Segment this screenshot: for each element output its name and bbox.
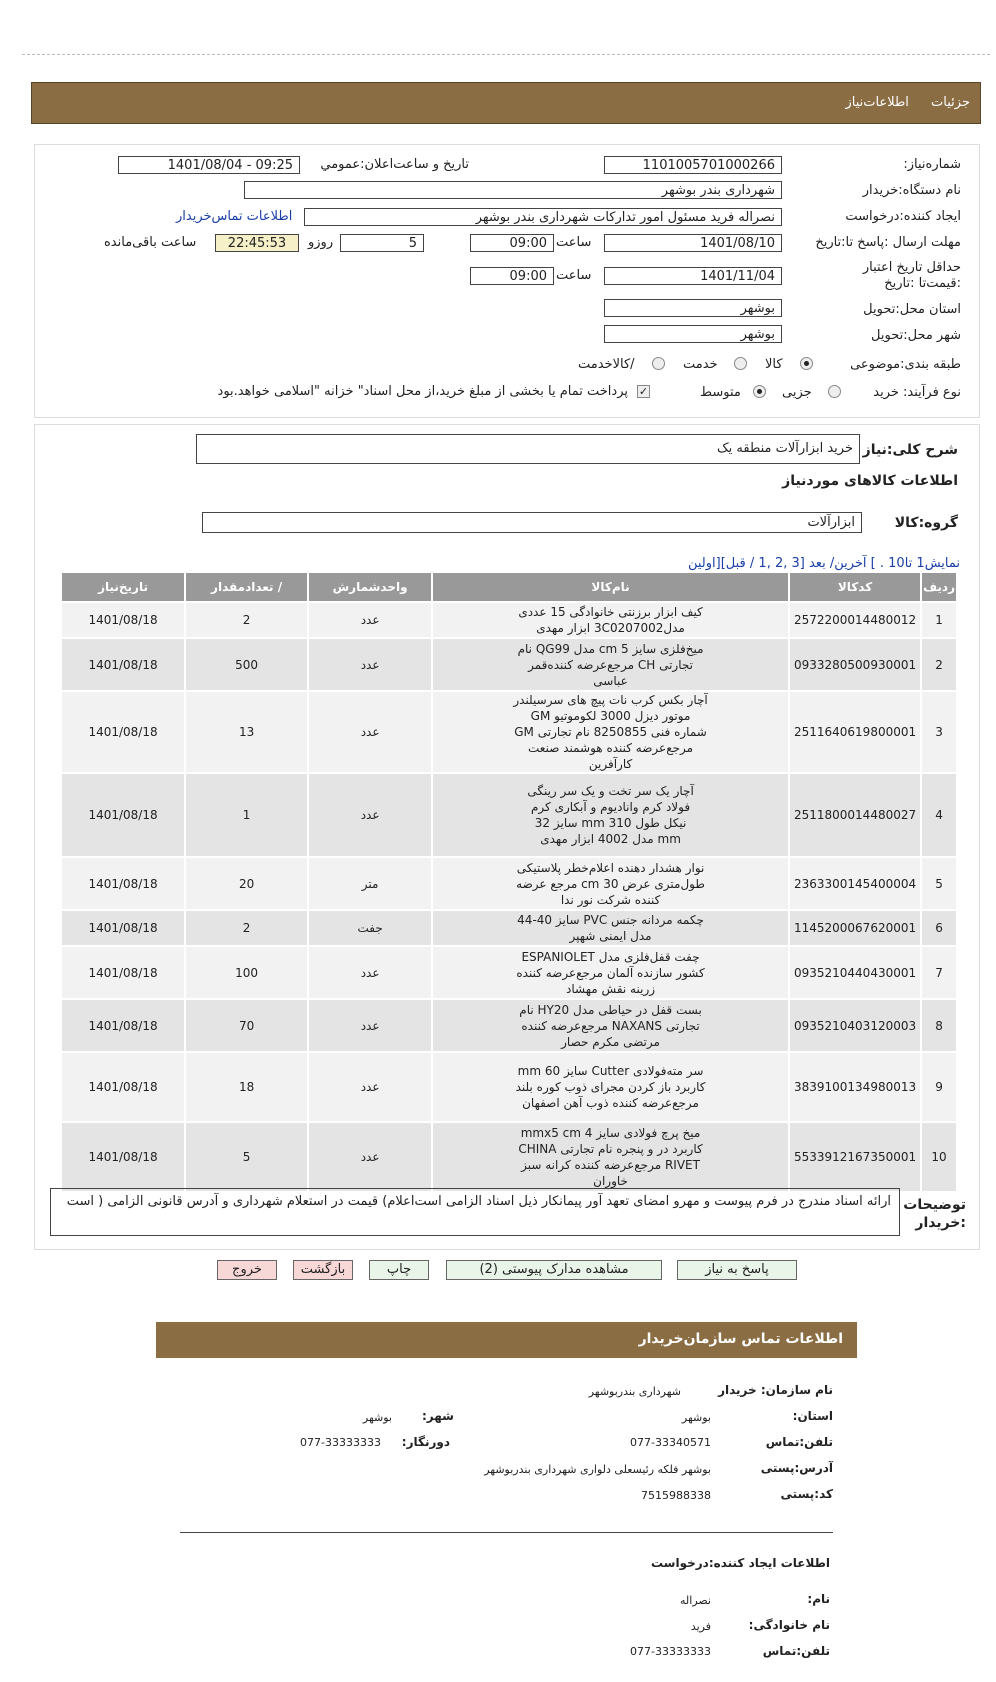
- creator-phone-value: 077-33333333: [630, 1645, 711, 1658]
- payment-checkbox[interactable]: ✓: [638, 385, 649, 398]
- reply-date-field: 1401/08/10: [604, 234, 782, 252]
- cell-date: 1401/08/18: [61, 857, 185, 910]
- top-divider: [22, 54, 990, 55]
- days-field: 5: [340, 234, 424, 252]
- table-row[interactable]: [61, 691, 957, 773]
- print-button[interactable]: چاپ: [369, 1260, 429, 1280]
- process-radio-minor[interactable]: [828, 385, 841, 398]
- col-date: تاریخ‌نیاز: [61, 572, 185, 602]
- cell-unit: عدد: [308, 773, 432, 857]
- cell-row: 5: [921, 857, 957, 910]
- cell-code: 0933280500930001: [789, 638, 921, 691]
- category-radio-goods-service[interactable]: [652, 357, 665, 370]
- contact-city-value: بوشهر: [362, 1411, 392, 1424]
- exit-button[interactable]: خروج: [217, 1260, 277, 1280]
- cell-row: 1: [921, 602, 957, 638]
- cell-code: 1145200067620001: [789, 910, 921, 946]
- reply-deadline-label: مهلت ارسال :پاسخ تا:تاریخ: [815, 235, 961, 250]
- cell-code: 3839100134980013: [789, 1052, 921, 1122]
- cell-date: 1401/08/18: [61, 999, 185, 1052]
- need-no-field: 1101005701000266: [604, 156, 782, 174]
- validity-time-label: ساعت: [556, 268, 592, 283]
- table-row[interactable]: [61, 602, 957, 638]
- address-label: آدرس:پستی: [760, 1461, 833, 1475]
- contact-province-value: بوشهر: [681, 1411, 711, 1424]
- org-value: شهرداری بندربوشهر: [588, 1385, 681, 1398]
- cell-unit: متر: [308, 857, 432, 910]
- remaining-label: ساعت باقی‌مانده: [104, 235, 197, 250]
- col-row: ردیف: [921, 572, 957, 602]
- cell-qty: 18: [185, 1052, 308, 1122]
- cell-code: 2511800014480027: [789, 773, 921, 857]
- cell-qty: 1: [185, 773, 308, 857]
- cell-code: 2363300145400004: [789, 857, 921, 910]
- table-row[interactable]: [61, 1052, 957, 1122]
- cell-date: 1401/08/18: [61, 1052, 185, 1122]
- cell-code: 2511640619800001: [789, 691, 921, 773]
- tab-details[interactable]: جزئیات: [931, 95, 970, 110]
- cell-name: آچار یک سر تخت و یک سر رینگی فولاد کرم وانادیوم و آبکاری کرم نیکل طول 310 mm سایز 32 mm مدل 4002 ابزار مهدی: [432, 773, 789, 857]
- table-row[interactable]: [61, 857, 957, 910]
- cell-date: 1401/08/18: [61, 946, 185, 999]
- cell-unit: جفت: [308, 910, 432, 946]
- category-radio-service[interactable]: [734, 357, 747, 370]
- payment-note: پرداخت تمام یا بخشی از مبلغ خرید،از محل اسناد" خزانه "اسلامی خواهد.بود: [217, 384, 628, 399]
- process-option-minor: جزیی: [782, 385, 812, 400]
- category-option-goods: کالا: [765, 357, 783, 372]
- cell-code: 0935210403120003: [789, 999, 921, 1052]
- cell-unit: عدد: [308, 1122, 432, 1192]
- announce-field: 1401/08/04 - 09:25: [118, 156, 300, 174]
- cell-date: 1401/08/18: [61, 910, 185, 946]
- cell-unit: عدد: [308, 946, 432, 999]
- page-header: [31, 82, 981, 124]
- items-table: [60, 571, 958, 1193]
- need-no-label: شماره‌نیاز:: [903, 157, 961, 172]
- buyer-contact-link[interactable]: اطلاعات تماس‌خریدار: [176, 209, 293, 224]
- category-option-service: خدمت: [683, 357, 718, 372]
- creator-field: نصراله فرید مسئول امور تدارکات شهرداری بندر بوشهر: [304, 208, 782, 226]
- cell-qty: 100: [185, 946, 308, 999]
- cell-code: 5533912167350001: [789, 1122, 921, 1192]
- creator-phone-label: تلفن:تماس: [762, 1644, 830, 1658]
- cell-row: 6: [921, 910, 957, 946]
- validity-label: [841, 260, 961, 292]
- creator-family-value: فرید: [690, 1620, 711, 1633]
- province-field: بوشهر: [604, 299, 782, 317]
- cell-name: بست قفل در حیاطی مدل HY20 نام تجارتی NAXANS مرجع‌عرضه کننده مرتضی مکرم حصار: [432, 999, 789, 1052]
- city-label: شهر محل:تحویل: [871, 328, 961, 343]
- goods-info-title: اطلاعات کالاهای موردنیاز: [782, 473, 958, 489]
- fax-value: 077-33333333: [300, 1436, 381, 1449]
- col-unit: واحدشمارش: [308, 572, 432, 602]
- tab-need-info[interactable]: اطلاعات‌نیاز: [845, 95, 909, 110]
- col-name: نام‌کالا: [432, 572, 789, 602]
- contact-phone-label: تلفن:تماس: [765, 1435, 833, 1449]
- city-field: بوشهر: [604, 325, 782, 343]
- creator-label: ایجاد کننده:درخواست: [845, 209, 961, 224]
- validity-label-text: حداقل تاریخ اعتبار :قیمت‌تا :تاریخ: [862, 260, 961, 291]
- cell-date: 1401/08/18: [61, 1122, 185, 1192]
- cell-name: چفت قفل‌فلزی مدل ESPANIOLET کشور سازنده آلمان مرجع‌عرضه کننده زرینه نقش مهشاد: [432, 946, 789, 999]
- goods-group-label: گروه:کالا: [894, 515, 958, 531]
- cell-unit: عدد: [308, 691, 432, 773]
- cell-row: 7: [921, 946, 957, 999]
- reply-time-label: ساعت: [556, 235, 592, 250]
- cell-unit: عدد: [308, 999, 432, 1052]
- contact-city-label: شهر:: [422, 1409, 454, 1423]
- cell-name: نوار هشدار دهنده اعلام‌خطر پلاستیکی طول‌متری عرض 30 cm مرجع عرضه کننده شرکت نور ندا: [432, 857, 789, 910]
- cell-name: آچار بکس کرب نات پیچ های سرسیلندر موتور دیزل 3000 لکوموتیو GM شماره فنی 8250855 نام تجارتی GM مرجع‌عرضه کننده هوشمند صنعت کارآفرین: [432, 691, 789, 773]
- cell-date: 1401/08/18: [61, 638, 185, 691]
- table-row[interactable]: [61, 773, 957, 857]
- cell-row: 2: [921, 638, 957, 691]
- attachments-button[interactable]: مشاهده مدارک پیوستی (2): [446, 1260, 662, 1280]
- cell-date: 1401/08/18: [61, 773, 185, 857]
- process-option-medium: متوسط: [700, 385, 741, 400]
- cell-qty: 20: [185, 857, 308, 910]
- cell-row: 10: [921, 1122, 957, 1192]
- cell-row: 9: [921, 1052, 957, 1122]
- category-radio-goods[interactable]: [800, 357, 813, 370]
- need-title-label: شرح کلی:نیاز: [862, 442, 958, 458]
- category-option-goods-service: /کالاخدمت: [578, 357, 635, 372]
- contact-header: [156, 1322, 857, 1358]
- validity-time-field: 09:00: [470, 267, 554, 285]
- cell-date: 1401/08/18: [61, 602, 185, 638]
- cell-date: 1401/08/18: [61, 691, 185, 773]
- process-label: نوع فرآیند: خرید: [873, 385, 961, 400]
- back-button[interactable]: بازگشت: [293, 1260, 353, 1280]
- fax-label: دورنگار:: [401, 1435, 450, 1449]
- cell-name: میخ پرچ فولادی سایز 4 mmx5 cm کاربرد در و پنجره نام تجارتی CHINA RIVET مرجع‌عرضه کننده کرانه سبز خاوران: [432, 1122, 789, 1192]
- cell-name: کیف ابزار برزنتی خانوادگی 15 عددی مدل3C0207002 ابزار مهدی: [432, 602, 789, 638]
- need-title-field: خرید ابزارآلات منطقه یک: [196, 434, 860, 464]
- org-label: نام سازمان: خریدار: [718, 1383, 833, 1397]
- cell-qty: 5: [185, 1122, 308, 1192]
- postal-value: 7515988338: [641, 1489, 711, 1502]
- cell-code: 0935210440430001: [789, 946, 921, 999]
- process-radio-medium[interactable]: [753, 385, 766, 398]
- goods-group-field: ابزارآلات: [202, 512, 862, 533]
- announce-label: تاریخ و ساعت‌اعلان:عمومي: [320, 157, 469, 172]
- creator-name-label: نام:: [807, 1592, 830, 1606]
- col-code: کدکالا: [789, 572, 921, 602]
- address-value: بوشهر فلکه رئیسعلی دلواری شهرداری بندربوشهر: [484, 1463, 711, 1476]
- cell-qty: 2: [185, 910, 308, 946]
- validity-date-field: 1401/11/04: [604, 267, 782, 285]
- contact-title: اطلاعات تماس سازمان‌خریدار: [638, 1331, 843, 1347]
- contact-divider: [180, 1532, 833, 1533]
- contact-province-label: استان:: [792, 1409, 833, 1423]
- table-row[interactable]: [61, 946, 957, 999]
- table-row[interactable]: [61, 999, 957, 1052]
- creator-info-title: اطلاعات ایجاد کننده:درخواست: [650, 1556, 830, 1570]
- postal-label: کد:پستی: [780, 1487, 833, 1501]
- pagination[interactable]: نمایش1 تا10 . ] آخرین/ بعد [3 ,2 ,1 / قبل][اولین: [687, 556, 960, 571]
- reply-button[interactable]: پاسخ به نیاز: [677, 1260, 797, 1280]
- cell-qty: 2: [185, 602, 308, 638]
- cell-row: 8: [921, 999, 957, 1052]
- category-label: طبقه بندی:موضوعی: [850, 357, 961, 372]
- creator-family-label: نام خانوادگی:: [748, 1618, 830, 1632]
- cell-qty: 70: [185, 999, 308, 1052]
- buyer-org-field: شهرداری بندر بوشهر: [244, 181, 782, 199]
- cell-name: سر مته‌فولادی Cutter سایز 60 mm کاربرد باز کردن مجرای ذوب کوره بلند مرجع‌عرضه کننده ذوب آهن اصفهان: [432, 1052, 789, 1122]
- contact-phone-value: 077-33340571: [630, 1436, 711, 1449]
- cell-qty: 13: [185, 691, 308, 773]
- table-row[interactable]: [61, 638, 957, 691]
- cell-qty: 500: [185, 638, 308, 691]
- buyer-notes-box: ارائه اسناد مندرج در فرم پیوست و مهرو امضای تعهد آور پیمانکار ذیل اسناد الزامی است‌اعلام) قیمت در استعلام شهرداری و آدرس قانونی الزامی ( است: [50, 1188, 900, 1236]
- table-header-row: [61, 572, 957, 602]
- cell-row: 4: [921, 773, 957, 857]
- cell-code: 2572200014480012: [789, 602, 921, 638]
- cell-name: میخ‌فلزی سایز 5 cm مدل QG99 نام تجارتی CH مرجع‌عرضه کننده‌قمر عباسی: [432, 638, 789, 691]
- province-label: استان محل:تحویل: [863, 302, 961, 317]
- cell-name: چکمه مردانه جنس PVC سایز 40-44 مدل ایمنی شهپر: [432, 910, 789, 946]
- remaining-time-field: 22:45:53: [215, 234, 299, 252]
- days-label: روزو: [308, 235, 334, 250]
- cell-unit: عدد: [308, 602, 432, 638]
- cell-unit: عدد: [308, 1052, 432, 1122]
- creator-name-value: نصراله: [680, 1594, 711, 1607]
- buyer-notes-label: توضیحات :خریدار: [903, 1197, 966, 1231]
- reply-time-field: 09:00: [470, 234, 554, 252]
- cell-row: 3: [921, 691, 957, 773]
- table-row[interactable]: [61, 910, 957, 946]
- table-row[interactable]: [61, 1122, 957, 1192]
- cell-unit: عدد: [308, 638, 432, 691]
- col-qty: / تعدادمقدار: [185, 572, 308, 602]
- buyer-org-label: نام دستگاه:خریدار: [862, 183, 961, 198]
